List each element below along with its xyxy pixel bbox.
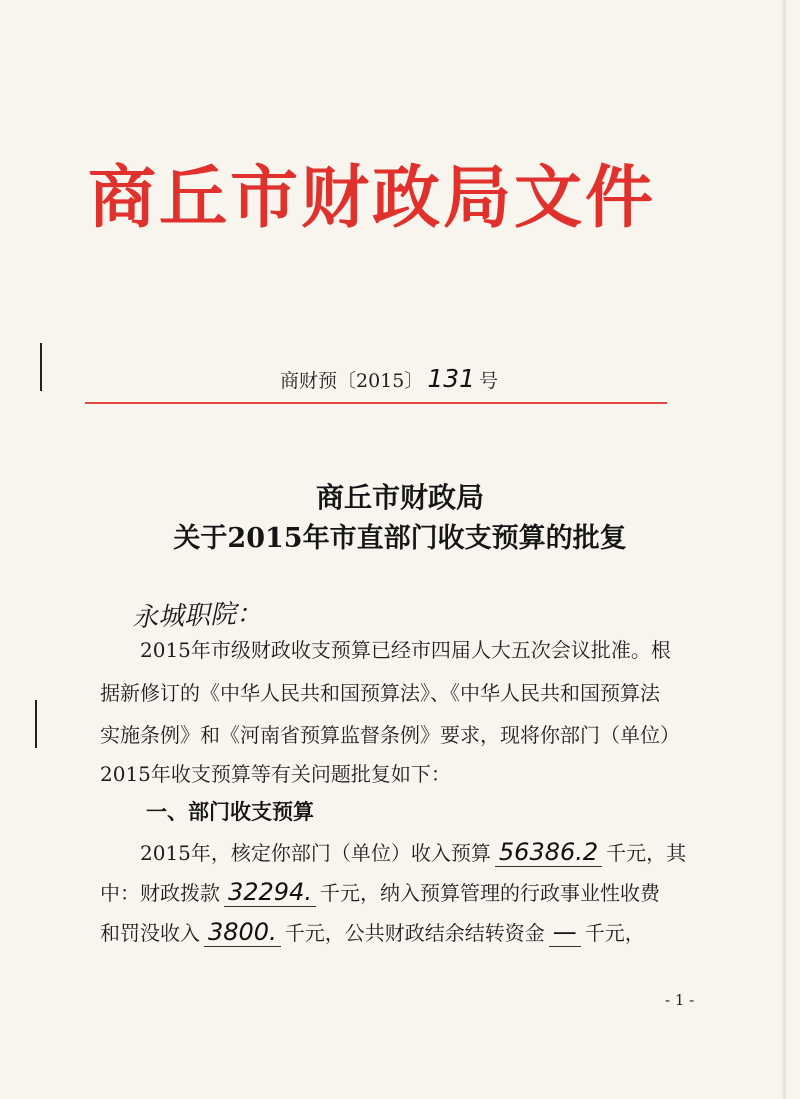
binding-margin-mark-bottom (35, 700, 37, 748)
document-number (280, 364, 498, 393)
handwritten-addressee: 永城职院： (131, 598, 263, 634)
document-number-handwritten: 131 (427, 364, 476, 393)
section1-line2-prefix: 中：财政拨款 (100, 881, 220, 905)
section1-line-2 (100, 878, 700, 907)
document-header-title: 商丘市财政局文件 (88, 159, 657, 238)
document-heading-line1: 商丘市财政局 (315, 481, 484, 514)
fees-and-fines-value: 3800. (204, 918, 281, 947)
document-number-suffix: 号 (479, 370, 499, 392)
section1-line-1 (140, 838, 700, 867)
page-number: - 1 - (665, 991, 695, 1009)
body-line-3: 实施条例》和《河南省预算监督条例》要求，现将你部门（单位） (100, 723, 680, 747)
fiscal-allocation-value: 32294. (224, 878, 316, 907)
revenue-budget-value: 56386.2 (495, 838, 602, 867)
body-line-2: 据新修订的《中华人民共和国预算法》、《中华人民共和国预算法 (100, 681, 660, 705)
binding-margin-mark-top (40, 343, 42, 391)
document-heading-line2: 关于2015年市直部门收支预算的批复 (173, 523, 627, 554)
body-line-4: 2015年收支预算等有关问题批复如下： (100, 762, 451, 786)
section1-line1-prefix: 2015年，核定你部门（单位）收入预算 (140, 841, 491, 865)
carryover-funds-value: — (549, 918, 581, 947)
document-number-prefix: 商财预〔2015〕 (280, 370, 424, 392)
section-heading-department-budget: 一、部门收支预算 (146, 800, 314, 824)
section1-line-3 (100, 918, 700, 947)
section1-line3-middle: 千元，公共财政结余结转资金 (284, 921, 545, 945)
red-divider-line (85, 402, 667, 404)
scan-edge-shadow (782, 0, 786, 1099)
section1-line2-suffix: 千元，纳入预算管理的行政事业性收费 (319, 881, 660, 905)
section1-line3-prefix: 和罚没收入 (100, 921, 200, 945)
section1-line3-suffix: 千元， (584, 921, 645, 945)
body-line-1: 2015年市级财政收支预算已经市四届人大五次会议批准。根 (140, 638, 671, 662)
section1-line1-suffix: 千元，其 (606, 841, 687, 865)
